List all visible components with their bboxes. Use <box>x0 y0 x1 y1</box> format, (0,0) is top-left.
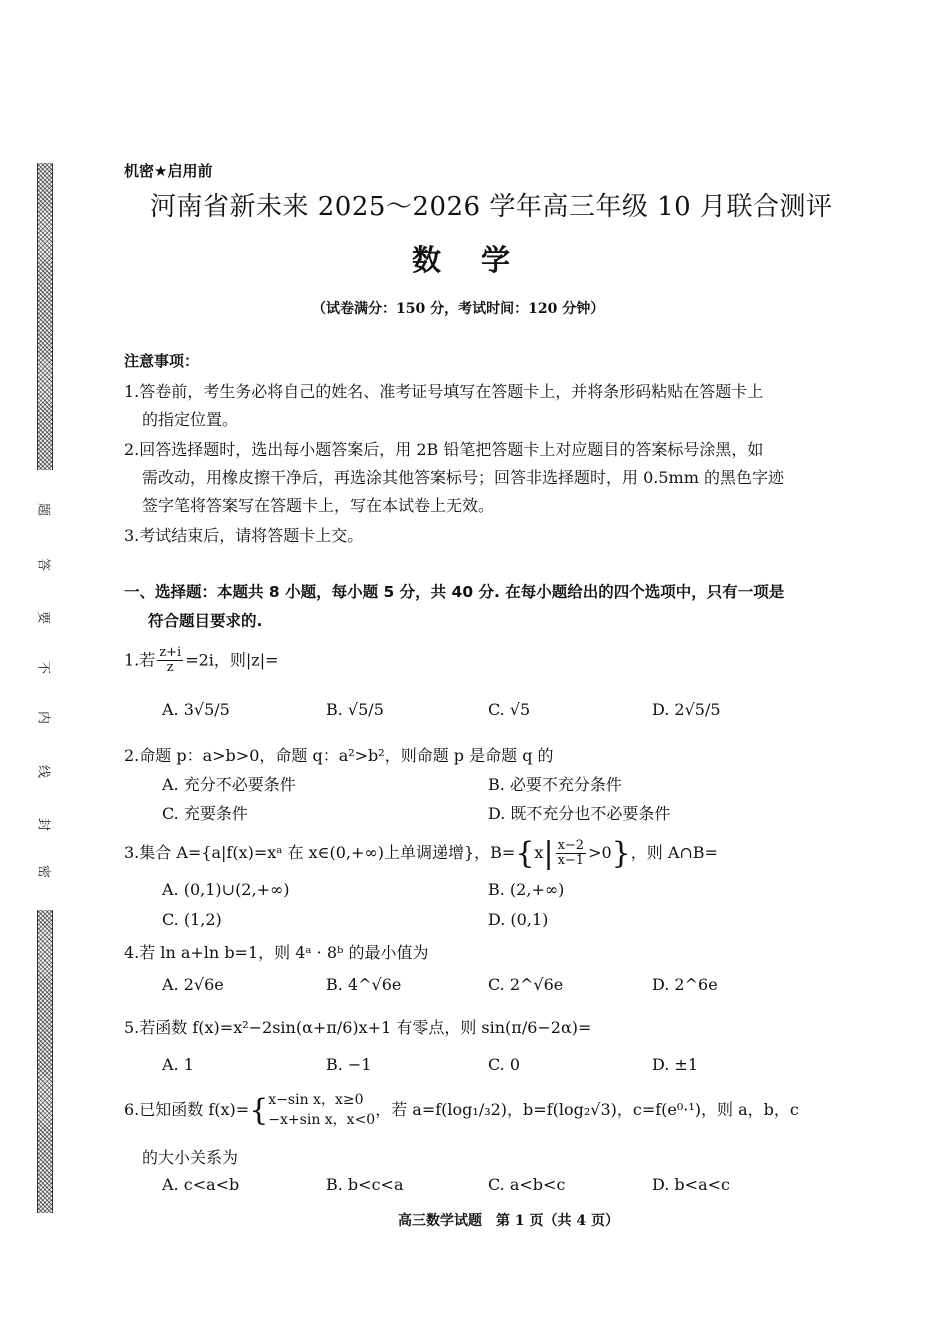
q3-option-c: C. (1,2) <box>162 910 222 929</box>
question-6-cont: 的大小关系为 <box>142 1148 239 1167</box>
margin-char: 题 <box>35 502 51 516</box>
q2-option-c: C. 充要条件 <box>162 804 248 823</box>
q1-option-c: C. √5 <box>488 700 531 719</box>
q4-option-c: C. 2^√6e <box>488 975 564 994</box>
margin-char: 要 <box>35 610 51 624</box>
section-heading: 一、选择题：本题共 8 小题，每小题 5 分，共 40 分. 在每小题给出的四个选项中，只有一项是 <box>124 583 785 601</box>
margin-char: 不 <box>35 660 51 674</box>
notice-line: 1.答卷前，考生务必将自己的姓名、准考证号填写在答题卡上，并将条形码粘贴在答题卡上 <box>124 382 764 401</box>
q1-rest: =2i，则|z|= <box>185 650 279 670</box>
notice-line: 签字笔将答案写在答题卡上，写在本试卷上无效。 <box>142 496 495 515</box>
margin-char: 线 <box>35 764 51 778</box>
q6-option-b: B. b<c<a <box>326 1175 404 1194</box>
exam-info: （试卷满分：150 分，考试时间：120 分钟） <box>312 301 605 317</box>
q6-piecewise: x−sin x，x≥0 −x+sin x，x<0 <box>268 1092 376 1129</box>
subject-title: 数学 <box>412 243 551 277</box>
q1-option-a: A. 3√5/5 <box>162 700 230 719</box>
question-6: 6.已知函数 f(x)={ x−sin x，x≥0 −x+sin x，x<0 ，若 a=f(log₁/₃2)，b=f(log₂√3)，c=f(e⁰·¹)，则 a，b，c <box>124 1090 799 1131</box>
q2-option-b: B. 必要不充分条件 <box>488 775 622 794</box>
margin-strip-text-zone <box>35 470 55 910</box>
margin-char: 内 <box>35 710 51 724</box>
q4-option-d: D. 2^6e <box>652 975 718 994</box>
q1-fraction: $\frac{z+i}{z}$ <box>159 645 182 676</box>
notice-line: 3.考试结束后，请将答题卡上交。 <box>124 526 364 545</box>
section-heading-cont: 符合题目要求的. <box>148 612 263 630</box>
notice-line: 的指定位置。 <box>142 410 239 429</box>
q2-option-a: A. 充分不必要条件 <box>162 775 296 794</box>
question-1 <box>124 646 279 676</box>
margin-char: 封 <box>35 817 51 831</box>
q4-option-b: B. 4^√6e <box>326 975 402 994</box>
q6-option-d: D. b<a<c <box>652 1175 730 1194</box>
q5-option-c: C. 0 <box>488 1055 521 1074</box>
q4-option-a: A. 2√6e <box>162 975 224 994</box>
page-footer: 高三数学试题 第 1 页（共 4 页） <box>398 1213 619 1229</box>
q2-option-d: D. 既不充分也不必要条件 <box>488 804 671 823</box>
q6-option-c: C. a<b<c <box>488 1175 566 1194</box>
q1-option-d: D. 2√5/5 <box>652 700 721 719</box>
notice-line: 2.回答选择题时，选出每小题答案后，用 2B 铅笔把答题卡上对应题目的答案标号涂黑，如 <box>124 440 764 459</box>
q3-option-d: D. (0,1) <box>488 910 549 929</box>
exam-title: 河南省新未来 2025～2026 学年高三年级 10 月联合测评 <box>150 192 833 222</box>
margin-char: 密 <box>35 864 51 878</box>
q3-option-a: A. (0,1)∪(2,+∞) <box>162 880 290 899</box>
margin-char: 答 <box>35 557 51 571</box>
secret-label: 机密★启用前 <box>124 162 213 180</box>
q3-fraction: $\frac{x-2}{x-1}$ <box>557 837 585 868</box>
question-3: 3.集合 A={a|f(x)=xᵃ 在 x∈(0,+∞)上单调递增}，B={x| $\frac{x-2}{x-1}$ >0}，则 A∩B= <box>124 836 718 871</box>
q6-option-a: A. c<a<b <box>162 1175 240 1194</box>
q1-prefix: 1.若 <box>124 650 156 670</box>
q3-option-b: B. (2,+∞) <box>488 880 565 899</box>
q1-option-b: B. √5/5 <box>326 700 384 719</box>
question-2: 2.命题 p：a>b>0，命题 q：a²>b²，则命题 p 是命题 q 的 <box>124 746 554 765</box>
notice-heading: 注意事项： <box>124 352 200 370</box>
q5-option-a: A. 1 <box>162 1055 194 1074</box>
q5-option-d: D. ±1 <box>652 1055 699 1074</box>
q5-option-b: B. −1 <box>326 1055 372 1074</box>
question-4: 4.若 ln a+ln b=1，则 4ᵃ · 8ᵇ 的最小值为 <box>124 943 429 962</box>
notice-line: 需改动，用橡皮擦干净后，再选涂其他答案标号；回答非选择题时，用 0.5mm 的黑色字迹 <box>142 468 784 487</box>
question-5: 5.若函数 f(x)=x²−2sin(α+π/6)x+1 有零点，则 sin(π/6−2α)= <box>124 1018 592 1037</box>
